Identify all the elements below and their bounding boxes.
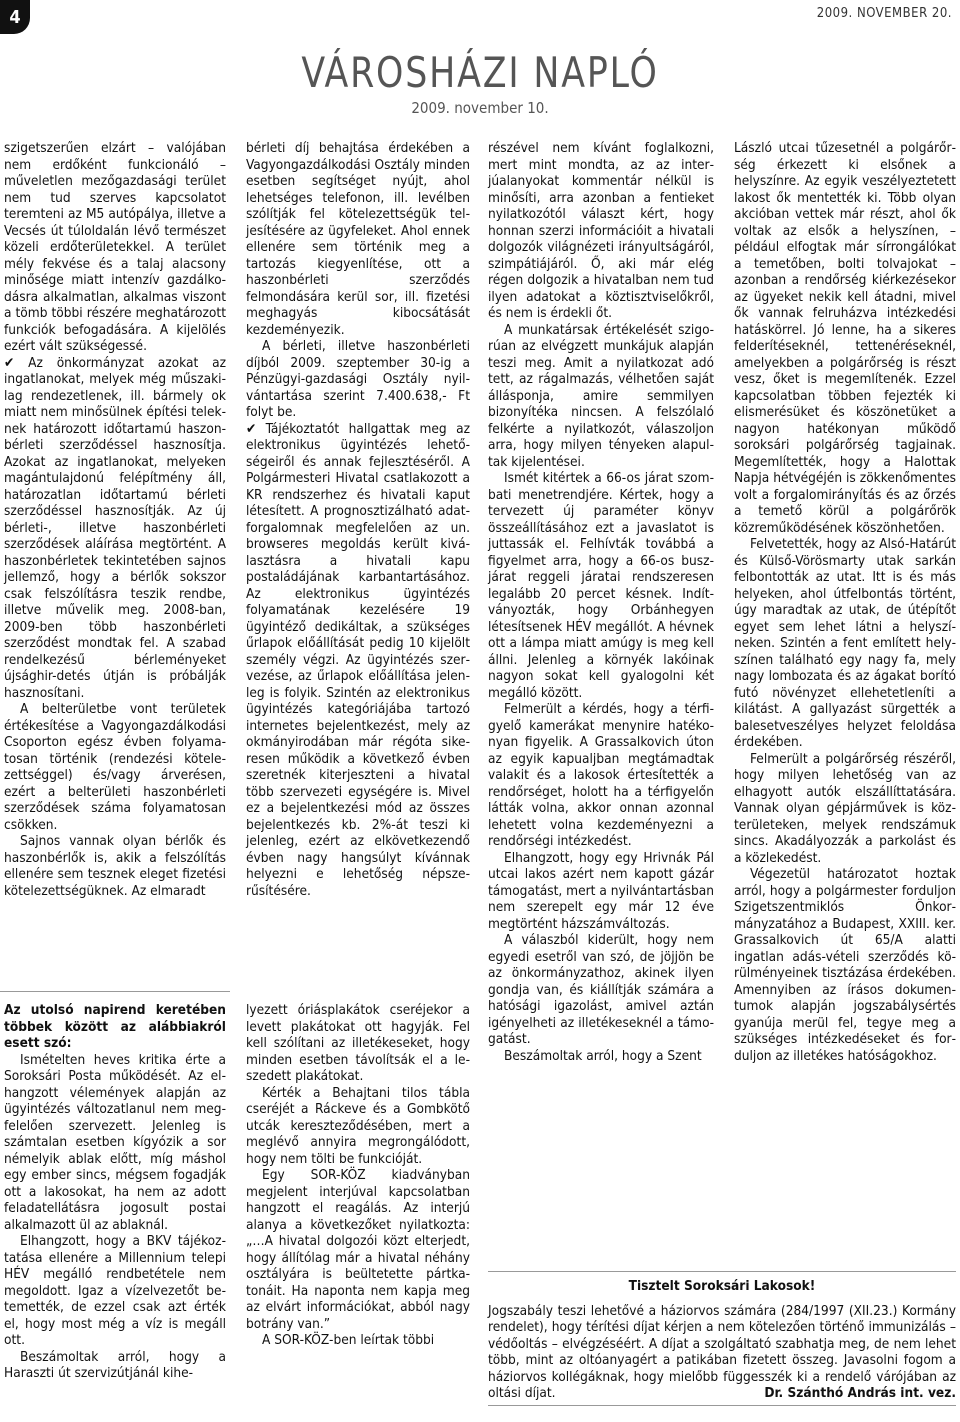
column-1 [4, 140, 226, 899]
notice-box [488, 1271, 956, 1406]
paragraph: szigetszerűen elzárt – valójában nem erdőként funkcionáló – műveletlen mezőgazdasági terület nem tud szerves kapcsolatot teremteni az M5 autópálya, illetve a Vecsés út túloldalán lévő természet közeli erdőterületekkel. A terület mély fekvése és a talaj alacsony minősége miatt intenzív gazdálkodásra alkalmatlan, alkalmas viszont a tömb többi részére meghatározott funkciók befogadására. A kijelölés ezért vált szükségessé. [4, 140, 226, 354]
column-2-lower [246, 1002, 470, 1349]
paragraph: Ismételten heves kritika érte a Soroksári Posta működését. Az elhangzott vélemények alapján az ügyintézés változatlanul nem megfelelően szervezett. Jelenleg is számtalan esetben kígyózik a sor némelyik ablak előtt, míg máshol egy ember sincs, mégsem fogadják ott a lakosokat, ha nem az adott feladatellátásra jogosult postai alkalmazott ül az ablaknál. [4, 1051, 226, 1233]
paragraph: Felmerült a kérdés, hogy a térfigyelő kamerákat menynire hatékonyan figyelik. A Grassalkovich úton az egyik kapualjban megtámadtak valakit és a lakosok értesítették a rendőrséget, holott ha a térfigyelőn látták volna, akkor onnan azonnal lehetett volna kezdeményezni a rendőrségi intézkedést. [488, 701, 714, 849]
paragraph: A válaszból kiderült, hogy nem egyedi esetről van szó, de jöjjön be az önkormányzathoz, akinek ilyen gondja van, és kiállítják számára a hatósági igazolást, amivel aztán igényelheti az illetékeseknél a támogatást. [488, 932, 714, 1047]
paragraph: Elhangzott, hogy a BKV tájékoztatása ellenére a Millennium telepi HÉV megálló rendbetétele nem megoldott. Igaz a vízelvezetőt betemették, de ezzel csak azt érték el, hogy most még a víz is megáll ott. [4, 1233, 226, 1348]
paragraph: bérleti díj behajtása érdekében a Vagyongazdálkodási Osztály minden esetben segítséget nyújt, ahol lehetséges telefonon, ill. levélben szólítják fel kötelezettségük teljesítésére az ügyfeleket. Ahol ennek ellenére sem történik meg a tartozás kiegyenlítése, ott a haszonbérleti szerződés felmondására kerül sor, ill. fizetési meghagyás kibocsátását kezdeményezik. [246, 140, 470, 338]
section-subtitle: 2009. november 10. [411, 99, 549, 117]
paragraph: László utcai tűzesetnél a polgárőrség érkezett ki elsőnek a helyszínre. Az egyik veszélyeztetett lakost ők mentették ki. Több olyan akcióban vettek már részt, ahol ők voltak az elsők a helyszínen, – például elfogtak már sírrongálókat a temetőben, bolti tolvajokat – azonban a rendőrség kiérkezésekor az ügyeket nekik kell átadni, mivel ők vannak felruházva intézkedési hatáskörrel. Jó lenne, ha a sikeres felderítéseknél, tettenéréseknél, amelyekben a polgárőrség is részt vesz, őket is megemlítenék. Ezzel kapcsolatban többen fejezték ki elismerésüket és köszönetüket a nagyon hatékonyan működő soroksári polgárőrség tagjainak. Megemlítették, hogy a Halottak Napja hétvégéjén is zökkenőmentes volt a forgalomirányítás és az őrzés a temető körül a polgárőrök közreműködésének köszönhetően. [734, 140, 956, 536]
notice-signature: Dr. Szánthó András int. vez. [764, 1385, 956, 1401]
masthead [0, 48, 960, 117]
paragraph: Végezetül határozatot hoztak arról, hogy a polgármester forduljon Szigetszentmiklós Önkormányzatához a Budapest, XXIII. ker. Grassalkovich út 65/A alatti ingatlan adás-vételi szerződés körülményeinek tisztázása érdekében. Amennyiben az írásos dokumentumok alapján jogszabálysértés gyanúja merül fel, tegye meg a szükséges intézkedéseket és forduljon az illetékes hatóságokhoz. [734, 866, 956, 1064]
paragraph: Egy SOR-KÖZ kiadványban megjelent interjúval kapcsolatban hangzott el reagálás. Az interjú alanya a következőket nyilatkozta: „…A hivatal dolgozói közt elterjedt, hogy állítólag már a hivatal néhány osztályára is beültetette pártkatonáit. Ha naponta nem kapja meg az elvárt információkat, abból nagy botrány van.” [246, 1167, 470, 1332]
paragraph: A munkatársak értékelését szigorúan az elvégzett munkájuk alapján teszi meg. Amit a nyilatkozat adó tett, az rágalmazás, vélhetően saját állásponja, amire semmilyen bizonyítéka nincsen. A felszólaló felkérte a nyilatkozót, válaszoljon arra, hogy milyen tényeken alapultak kijelentései. [488, 321, 714, 470]
paragraph: A SOR-KÖZ-ben leírtak többi [262, 1332, 435, 1348]
paragraph: Elhangzott, hogy egy Hrivnák Pál utcai lakos azért nem kapott gázár támogatást, mert a nyilvántartásban nem szerepelt egy már 12 éve megtörtént házszámváltozás. [488, 849, 714, 932]
section-title: VÁROSHÁZI NAPLÓ [301, 48, 659, 97]
paragraph: ✔ Tájékoztatót hallgattak meg az elektronikus ügyintézés lehetőségeiről és annak fejlesztéséről. A Polgármesteri Hivatal csatlakozott a KR rendszerhez és hivatali kaput létesített. A prognosztizálható adatforgalomnak megfelelően az un. browseres megoldás került kiválasztásra a hivatali kapu postaládájának karbantartásához. Az elektronikus ügyintézés folyamatának kezelésére 19 ügyintéző dedikáltak, a szükséges űrlapok előállítását pedig 10 kijelölt személy végzi. Az ügyintézés szervezése, az űrlapok előállítása jelenleg is folyik. Szintén az elektronikus ügyintézés kategóriájába tartozó internetes bejelentkezést, mely az okmányirodában már régóta sikeresen működik a következő évben szeretnék kiterjeszteni a hivatal több szervezeti egységére is. Mivel ez a bejelentkezési mód az összes bejelentkezés kb. 2%-át teszi ki jelenleg, ezért az elkövetkezendő évben nagy hangsúlyt kívánnak helyezni e lehetőség népszerűsítésére. [246, 420, 470, 899]
paragraph: Kérték a Behajtani tilos tábla cseréjét a Ráckeve és a Gombkötő utcák kereszteződésében, mert a meglévő annyira megrongálódott, hogy nem tölti be funkcióját. [246, 1084, 470, 1167]
paragraph: Sajnos vannak olyan bérlők és haszonbérlők is, akik a felszólítás ellenére sem tesznek eleget fizetési kötelezettségüknek. Az elmaradt [4, 833, 226, 899]
paragraph: A bérleti, illetve haszonbérleti díjból 2009. szeptember 30-ig a Pénzügyi-gazdasági Osztály nyilvántartása szerint 7.400.638,- Ft folyt be. [246, 338, 470, 420]
paragraph: A belterületbe vont területek értékesítése a Vagyongazdálkodási Csoporton egész évben folyamatosan történik (rendezési kötelezettséggel) és/vagy árverésen, ezért a belterületi haszonbérleti szerződések száma folyamatosan csökken. [4, 701, 226, 833]
paragraph: részével nem kívánt foglalkozni, mert mint mondta, az az interjúalanyokat kommentár nélkül is minősíti, arra azonban a fentieket nyilatkozótól választ kért, hogy honnan szerzi információit a hivatali dolgozók világnézeti irányultságáról, szimpátiájáról. Ő, aki már elég régen dolgozik a hivatalban nem tud ilyen adatokat a köztisztviselőkről, és nem is érdekli őt. [488, 140, 714, 321]
paragraph: ✔ Az önkormányzat azokat az ingatlanokat, melyek még műszakilag rendezetlenek, ill. bármely ok miatt nem minősülnek építési teleknek határozott időtartamú haszonbérleti szerződéssel hasznosítja. Azokat az ingatlanokat, melyeken magántulajdonú felépítmény áll, határozatlan időtartamú bérleti szerződéssel hasznosítják. Az új bérleti-, illetve haszonbérleti szerződések aláírása megtörtént. A haszonbérletek tekintetében sajnos jellemző, hogy a bérlők sokszor csak felszólításra teszik rendbe, illetve művelik meg. 2008-ban, 2009-ben több haszonbérleti szerződést mondtak fel. A szabad rendelkezésű bérleményeket újsághir-detés útján is próbálják hasznosítani. [4, 354, 226, 701]
section-divider [0, 991, 230, 992]
paragraph: Ismét kitértek a 66-os járat szombati menetrendjére. Kértek, hogy a tervezett új paraméter könyv összeállításához ezt a javaslatot is juttassák el. Felhívták továbbá a figyelmet arra, hogy a 66-os buszjárat reggeli járatai rendszeresen legalább 20 percet késnek. Indítványozták, hogy Orbánhegyen létesítsenek HÉV megállót. A hévnek ott a lámpa miatt amúgy is meg kell állni. Jelenleg a környék lakóinak nagyon sokat kell gyalogolni két megálló között. [488, 470, 714, 701]
column-4 [734, 140, 956, 1064]
paragraph: Felmerült a polgárőrség részéről, hogy milyen lehetőség van az elhagyott autók elszállíttatására. Vannak olyan gépjárművek is közterületeken, melyek rendszámuk sincs. Akadályozzák a parkolást és a közlekedést. [734, 750, 956, 866]
column-3 [488, 140, 714, 1064]
paragraph: Beszámoltak arról, hogy a Szent [504, 1047, 702, 1064]
paragraph: Beszámoltak arról, hogy a Haraszti út szervizútjánál kihe- [4, 1348, 226, 1381]
notice-title: Tisztelt Soroksári Lakosok! [628, 1278, 816, 1294]
paragraph: Felvetették, hogy az Alsó-Határút és Külső-Vörösmarty utak sarkán felbontották az utat. Itt is és más helyeken, ahol útfelbontás történt, úgy maradtak az utak, de útépítőt egyet sem lehet látni a helyszíneken. Szintén a fent említett helyszínen található egy nagy fa, mely nagy lombozata és az ágakat borító futó növényzet ellehetetleníti a kilátást. A gallyazást sürgették a balesetveszélyes helyzet feloldása érdekében. [734, 536, 956, 750]
page-number: 4 [0, 0, 30, 34]
notice-text: Jogszabály teszi lehetővé a háziorvos számára (284/1997 (XII.23.) Kormány rendelet), hogy térítési díjat kérjen a nem kötelezően történő immunizálás – védőoltás – elvégzéséért. A díjat a szolgáltató szabhatja meg, de nem lehet több, mint az oltóanyagért a patikában fizetett összeg. Javasolni fogom a háziorvos kollégáknak, hogy mielőbb függesszék ki a rendelő várójában az oltási díjat. [488, 1302, 956, 1401]
column-2 [246, 140, 470, 899]
issue-date: 2009. NOVEMBER 20. [816, 6, 952, 21]
section-heading: Az utolsó napirend keretében többek között az alábbiakról esett szó: [4, 1002, 226, 1051]
paragraph: lyezett óriásplakátok cseréjekor a levett plakátokat ott hagyják. Fel kell szólítani az illetékeseket, hogy minden esetben távolítsák el a leszedett plakátokat. [246, 1002, 470, 1084]
column-1-lower [4, 1002, 226, 1382]
notice-body [488, 1303, 956, 1402]
